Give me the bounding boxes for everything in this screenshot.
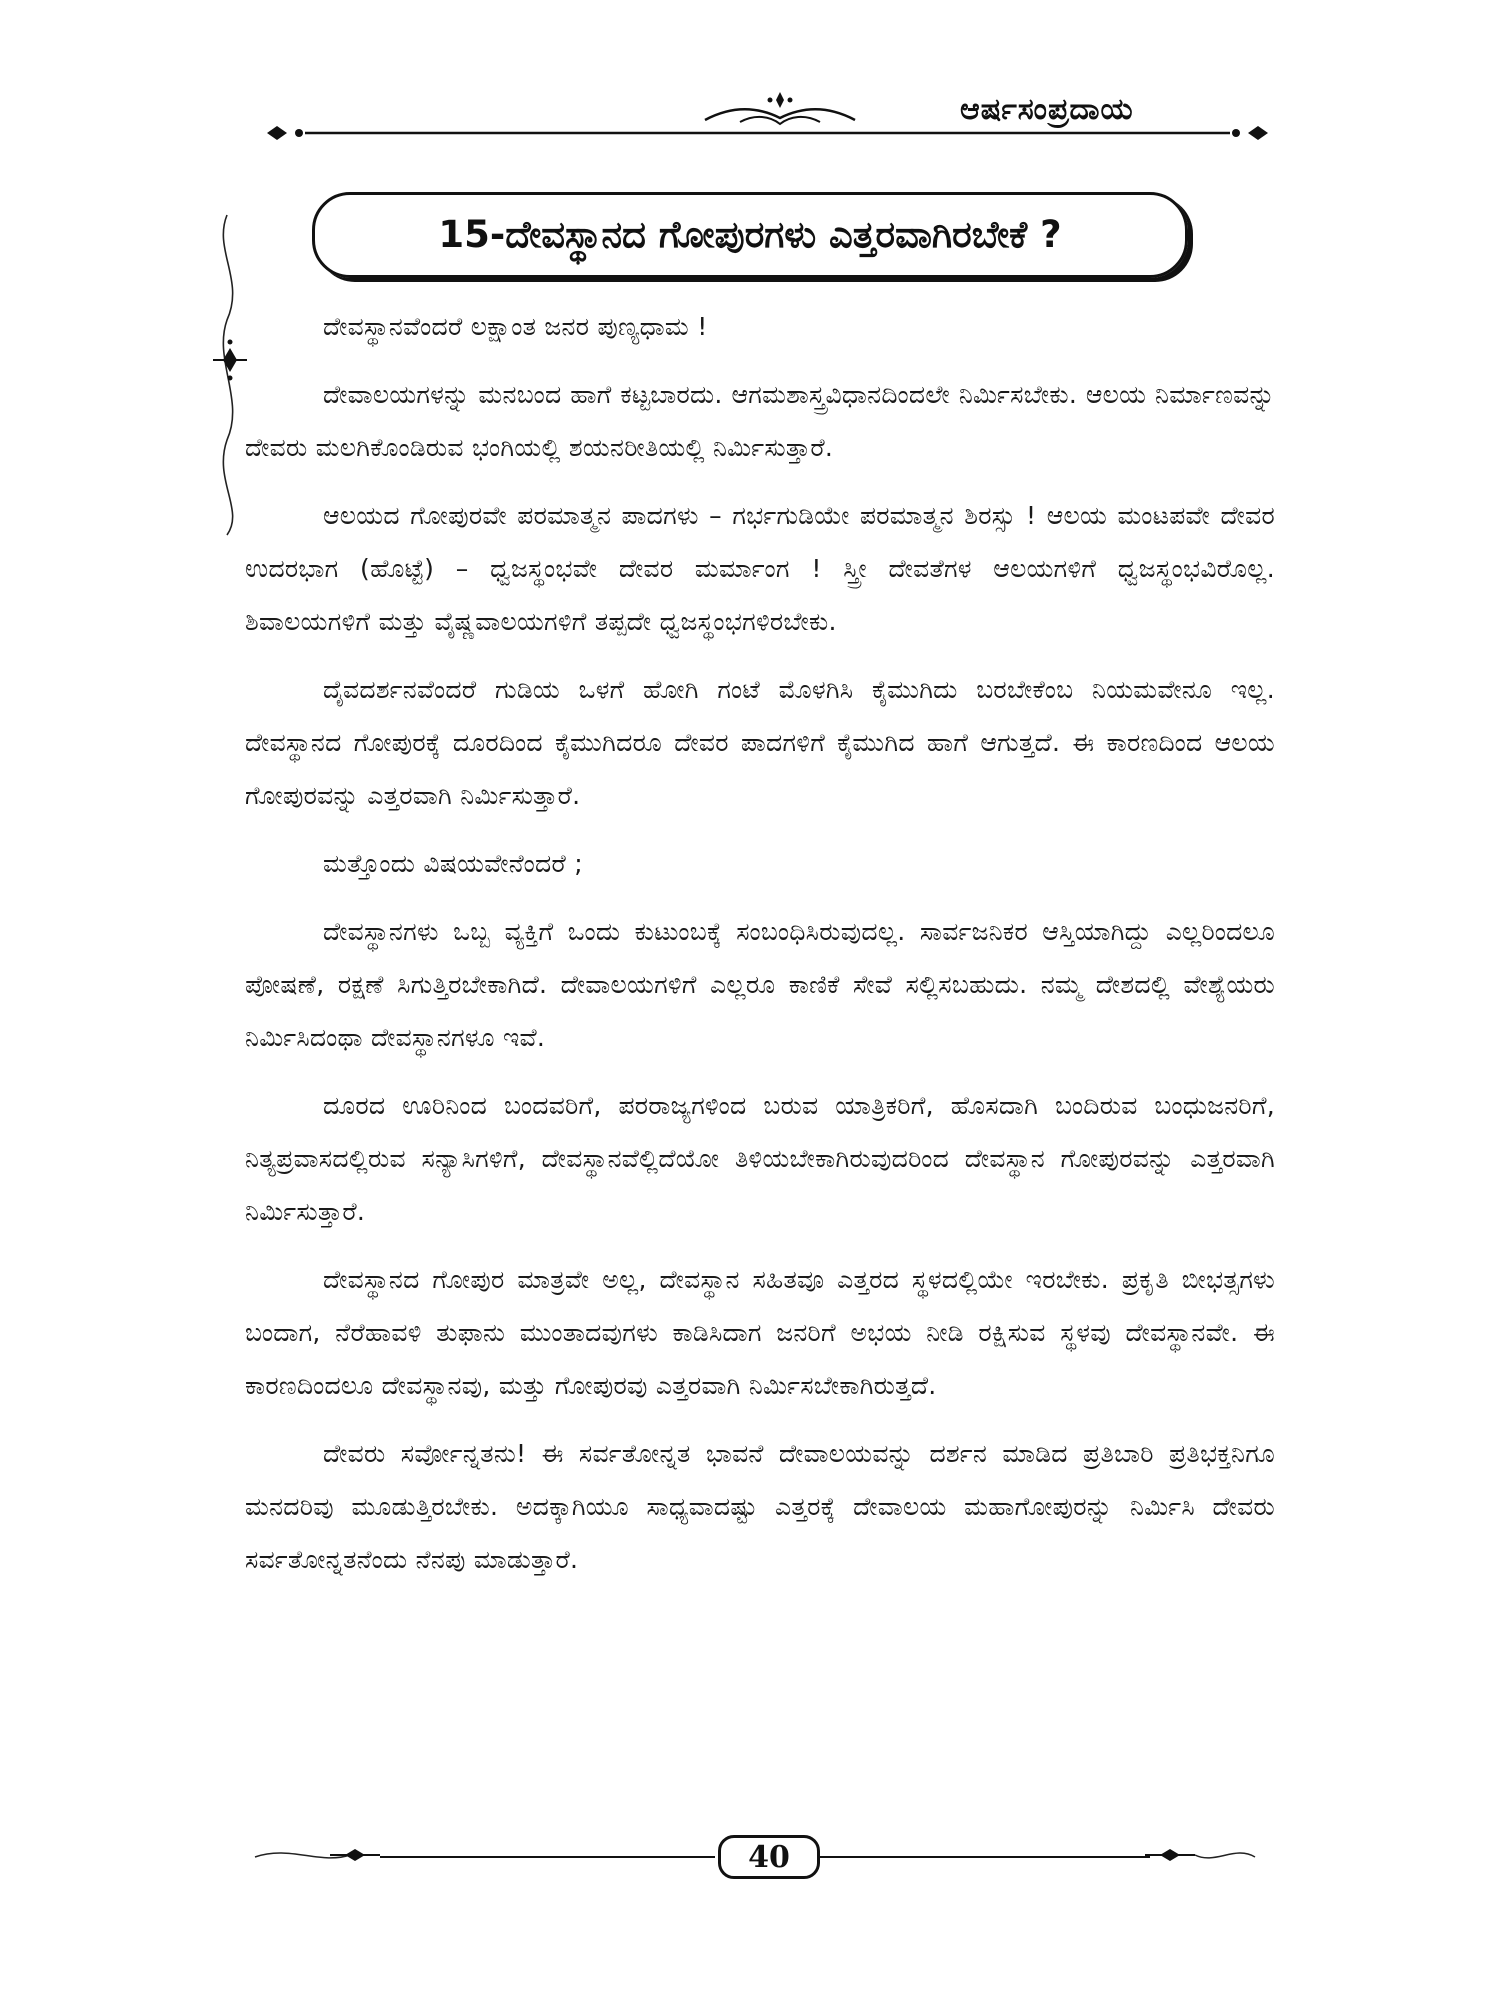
paragraph: ದೇವಾಲಯಗಳನ್ನು ಮನಬಂದ ಹಾಗೆ ಕಟ್ಟಬಾರದು. ಆಗಮಶಾಸ್ತ್ರವಿಧಾನದಿಂದಲೇ ನಿರ್ಮಿಸಬೇಕು. ಆಲಯ ನಿರ್ಮಾಣವನ್ನು ದೇವರು ಮಲಗಿಕೊಂಡಿರುವ ಭಂಗಿಯಲ್ಲಿ ಶಯನರೀತಿಯಲ್ಲಿ ನಿರ್ಮಿಸುತ್ತಾರೆ. xyxy=(245,380,1275,462)
header-rule-divider xyxy=(265,118,1270,148)
chapter-title: 15-ದೇವಸ್ಥಾನದ ಗೋಪುರಗಳು ಎತ್ತರವಾಗಿರಬೇಕೆ ? xyxy=(438,213,1062,256)
paragraph: ದೇವಸ್ಥಾನವೆಂದರೆ ಲಕ್ಷಾಂತ ಜನರ ಪುಣ್ಯಧಾಮ ! xyxy=(323,312,708,341)
chapter-title-box xyxy=(312,192,1188,278)
paragraph: ದೇವಸ್ಥಾನಗಳು ಒಬ್ಬ ವ್ಯಕ್ತಿಗೆ ಒಂದು ಕುಟುಂಬಕ್ಕೆ ಸಂಬಂಧಿಸಿರುವುದಲ್ಲ. ಸಾರ್ವಜನಿಕರ ಆಸ್ತಿಯಾಗಿದ್ದು ಎಲ್ಲರಿಂದಲೂ ಪೋಷಣೆ, ರಕ್ಷಣೆ ಸಿಗುತ್ತಿರಬೇಕಾಗಿದೆ. ದೇವಾಲಯಗಳಿಗೆ ಎಲ್ಲರೂ ಕಾಣಿಕೆ ಸೇವೆ ಸಲ್ಲಿಸಬಹುದು. ನಮ್ಮ ದೇಶದಲ್ಲಿ ವೇಶ್ಯೆಯರು ನಿರ್ಮಿಸಿದಂಥಾ ದೇವಸ್ಥಾನಗಳೂ ಇವೆ. xyxy=(245,917,1275,1052)
paragraph: ದೇವರು ಸರ್ವೋನ್ನತನು! ಈ ಸರ್ವತೋನ್ನತ ಭಾವನೆ ದೇವಾಲಯವನ್ನು ದರ್ಶನ ಮಾಡಿದ ಪ್ರತಿಬಾರಿ ಪ್ರತಿಭಕ್ತನಿಗೂ ಮನದರಿವು ಮೂಡುತ್ತಿರಬೇಕು. ಅದಕ್ಕಾಗಿಯೂ ಸಾಧ್ಯವಾದಷ್ಟು ಎತ್ತರಕ್ಕೆ ದೇವಾಲಯ ಮಹಾಗೋಪುರನ್ನು ನಿರ್ಮಿಸಿ ದೇವರು ಸರ್ವತೋನ್ನತನೆಂದು ನೆನಪು ಮಾಡುತ್ತಾರೆ. xyxy=(245,1439,1275,1574)
paragraph: ದೇವಸ್ಥಾನದ ಗೋಪುರ ಮಾತ್ರವೇ ಅಲ್ಲ, ದೇವಸ್ಥಾನ ಸಹಿತವೂ ಎತ್ತರದ ಸ್ಥಳದಲ್ಲಿಯೇ ಇರಬೇಕು. ಪ್ರಕೃತಿ ಬೀಭತ್ಸಗಳು ಬಂದಾಗ, ನೆರೆಹಾವಳಿ ತುಫಾನು ಮುಂತಾದವುಗಳು ಕಾಡಿಸಿದಾಗ ಜನರಿಗೆ ಅಭಯ ನೀಡಿ ರಕ್ಷಿಸುವ ಸ್ಥಳವು ದೇವಸ್ಥಾನವೇ. ಈ ಕಾರಣದಿಂದಲೂ ದೇವಸ್ಥಾನವು, ಮತ್ತು ಗೋಪುರವು ಎತ್ತರವಾಗಿ ನಿರ್ಮಿಸಬೇಕಾಗಿರುತ್ತದೆ. xyxy=(245,1265,1275,1400)
paragraph: ದೈವದರ್ಶನವೆಂದರೆ ಗುಡಿಯ ಒಳಗೆ ಹೋಗಿ ಗಂಟೆ ಮೊಳಗಿಸಿ ಕೈಮುಗಿದು ಬರಬೇಕೆಂಬ ನಿಯಮವೇನೂ ಇಲ್ಲ. ದೇವಸ್ಥಾನದ ಗೋಪುರಕ್ಕೆ ದೂರದಿಂದ ಕೈಮುಗಿದರೂ ದೇವರ ಪಾದಗಳಿಗೆ ಕೈಮುಗಿದ ಹಾಗೆ ಆಗುತ್ತದೆ. ಈ ಕಾರಣದಿಂದ ಆಲಯ ಗೋಪುರವನ್ನು ಎತ್ತರವಾಗಿ ನಿರ್ಮಿಸುತ್ತಾರೆ. xyxy=(245,675,1275,810)
paragraph: ದೂರದ ಊರಿನಿಂದ ಬಂದವರಿಗೆ, ಪರರಾಜ್ಯಗಳಿಂದ ಬರುವ ಯಾತ್ರಿಕರಿಗೆ, ಹೊಸದಾಗಿ ಬಂದಿರುವ ಬಂಧುಜನರಿಗೆ, ನಿತ್ಯಪ್ರವಾಸದಲ್ಲಿರುವ ಸನ್ಯಾಸಿಗಳಿಗೆ, ದೇವಸ್ಥಾನವೆಲ್ಲಿದೆಯೋ ತಿಳಿಯಬೇಕಾಗಿರುವುದರಿಂದ ದೇವಸ್ಥಾನ ಗೋಪುರವನ್ನು ಎತ್ತರವಾಗಿ ನಿರ್ಮಿಸುತ್ತಾರೆ. xyxy=(245,1091,1275,1226)
page-number: 40 xyxy=(718,1835,820,1879)
running-header-title: ಆರ್ಷಸಂಪ್ರದಾಯ xyxy=(960,92,1134,127)
paragraph: ಮತ್ತೊಂದು ವಿಷಯವೇನೆಂದರೆ ; xyxy=(323,849,583,878)
body-text xyxy=(245,300,1275,1860)
paragraph: ಆಲಯದ ಗೋಪುರವೇ ಪರಮಾತ್ಮನ ಪಾದಗಳು – ಗರ್ಭಗುಡಿಯೇ ಪರಮಾತ್ಮನ ಶಿರಸ್ಸು ! ಆಲಯ ಮಂಟಪವೇ ದೇವರ ಉದರಭಾಗ (ಹೊಟ್ಟೆ) – ಧ್ವಜಸ್ಥಂಭವೇ ದೇವರ ಮರ್ಮಾಂಗ ! ಸ್ತ್ರೀ ದೇವತೆಗಳ ಆಲಯಗಳಿಗೆ ಧ್ವಜಸ್ಥಂಭವಿರೊಲ್ಲ. ಶಿವಾಲಯಗಳಿಗೆ ಮತ್ತು ವೈಷ್ಣವಾಲಯಗಳಿಗೆ ತಪ್ಪದೇ ಧ್ವಜಸ್ಥಂಭಗಳಿರಬೇಕು. xyxy=(245,501,1275,636)
